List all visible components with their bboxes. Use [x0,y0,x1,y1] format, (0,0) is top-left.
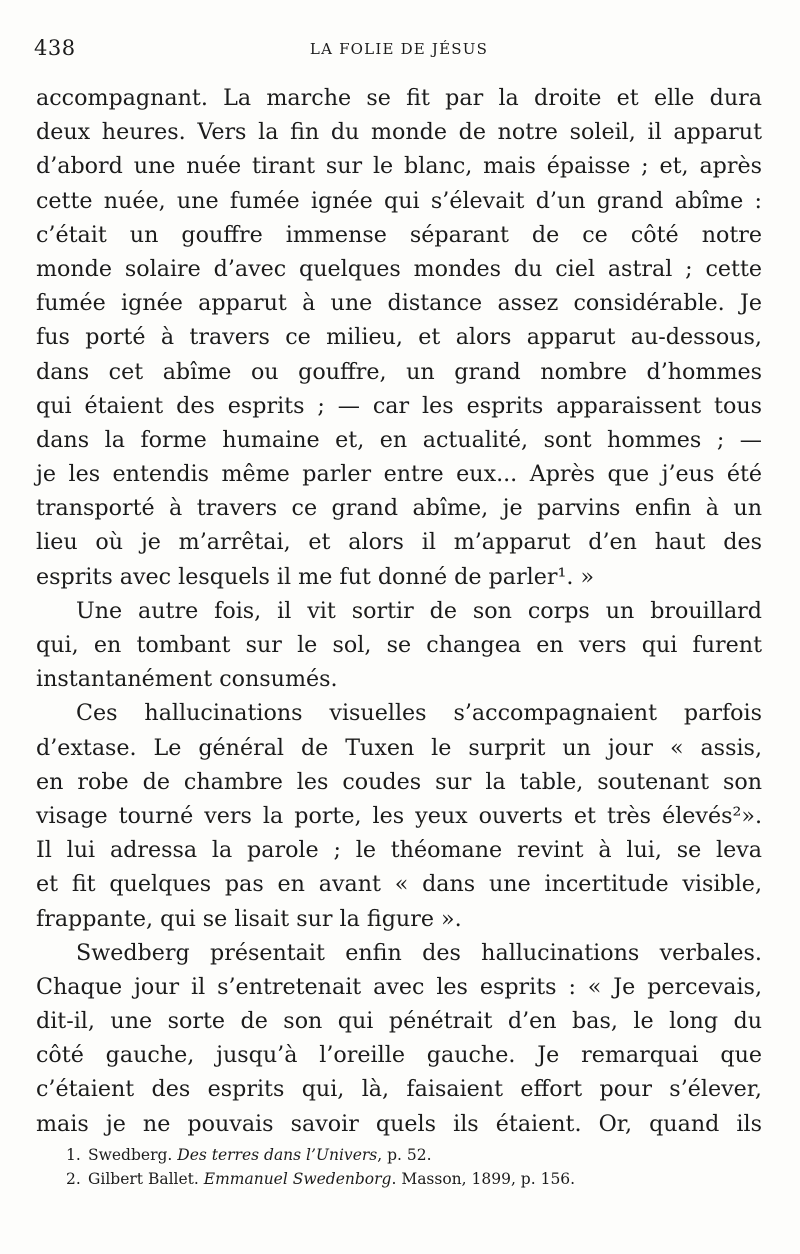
text-line: cette nuée, une fumée ignée qui s’élevait d’un grand abîme : [36,187,762,214]
text-line: mais je ne pouvais savoir quels ils étaient. Or, quand ils [36,1110,762,1137]
text-line: fus porté à travers ce milieu, et alors apparut au-dessous, [36,324,762,351]
footnotes [66,1143,746,1191]
text-line: accompagnant. La marche se fit par la droite et elle dura [36,85,762,111]
text-line: esprits avec lesquels il me fut donné de parler¹. » [36,563,595,590]
text-line: visage tourné vers la porte, les yeux ouverts et très élevés²». [36,802,762,829]
text-line: Une autre fois, il vit sortir de son corps un brouillard [76,597,762,624]
footnote-citation: , p. 52. [377,1146,432,1164]
footnote-number: 1. [66,1146,81,1164]
text-line: Chaque jour il s’entretenait avec les esprits : « Je percevais, [36,973,762,1000]
page-header [34,36,764,64]
text-line: deux heures. Vers la fin du monde de notre soleil, il apparut [36,119,762,146]
footnote [66,1143,746,1167]
text-line: et fit quelques pas en avant « dans une incertitude visible, [36,871,762,898]
text-line: côté gauche, jusqu’à l’oreille gauche. Je remarquai que [36,1042,762,1069]
text-line: c’était un gouffre immense séparant de ce côté notre [36,221,762,248]
text-line: qui étaient des esprits ; — car les esprits apparaissent tous [36,392,762,419]
text-line: dans la forme humaine et, en actualité, sont hommes ; — [36,426,762,453]
footnote-citation: . Masson, 1899, p. 156. [391,1170,576,1188]
running-title: LA FOLIE DE JÉSUS [309,40,489,58]
text-line: d’abord une nuée tirant sur le blanc, mais épaisse ; et, après [36,153,762,180]
text-line: Il lui adressa la parole ; le théomane revint à lui, se leva [36,837,762,864]
text-line: en robe de chambre les coudes sur la table, soutenant son [36,768,762,795]
footnote-title: Emmanuel Swedenborg [203,1170,392,1188]
text-line: d’extase. Le général de Tuxen le surprit un jour « assis, [36,734,762,761]
text-line: dans cet abîme ou gouffre, un grand nombre d’hommes [36,358,762,385]
text-line: fumée ignée apparut à une distance assez considérable. Je [36,290,762,317]
text-line: Swedberg présentait enfin des hallucinations verbales. [76,939,762,966]
body-text [36,81,762,1141]
footnote-author: Gilbert Ballet. [88,1170,204,1188]
text-line: instantanément consumés. [36,666,338,693]
text-line: qui, en tombant sur le sol, se changea en vers qui furent [36,632,762,658]
text-line: dit-il, une sorte de son qui pénétrait d’en bas, le long du [36,1008,762,1035]
text-line: Ces hallucinations visuelles s’accompagnaient parfois [76,700,762,727]
text-line: je les entendis même parler entre eux... Après que j’eus été [36,461,762,488]
text-line: lieu où je m’arrêtai, et alors il m’apparut d’en haut des [36,529,762,556]
footnote-author: Swedberg. [88,1146,178,1164]
footnote-title: Des terres dans l’Univers [177,1146,378,1164]
page-number: 438 [34,36,76,60]
text-line: frappante, qui se lisait sur la figure ». [36,905,462,932]
footnote [66,1167,746,1191]
footnote-number: 2. [66,1170,81,1188]
text-line: monde solaire d’avec quelques mondes du ciel astral ; cette [36,255,762,282]
text-line: c’étaient des esprits qui, là, faisaient effort pour s’élever, [36,1076,762,1103]
text-line: transporté à travers ce grand abîme, je parvins enfin à un [36,495,762,522]
